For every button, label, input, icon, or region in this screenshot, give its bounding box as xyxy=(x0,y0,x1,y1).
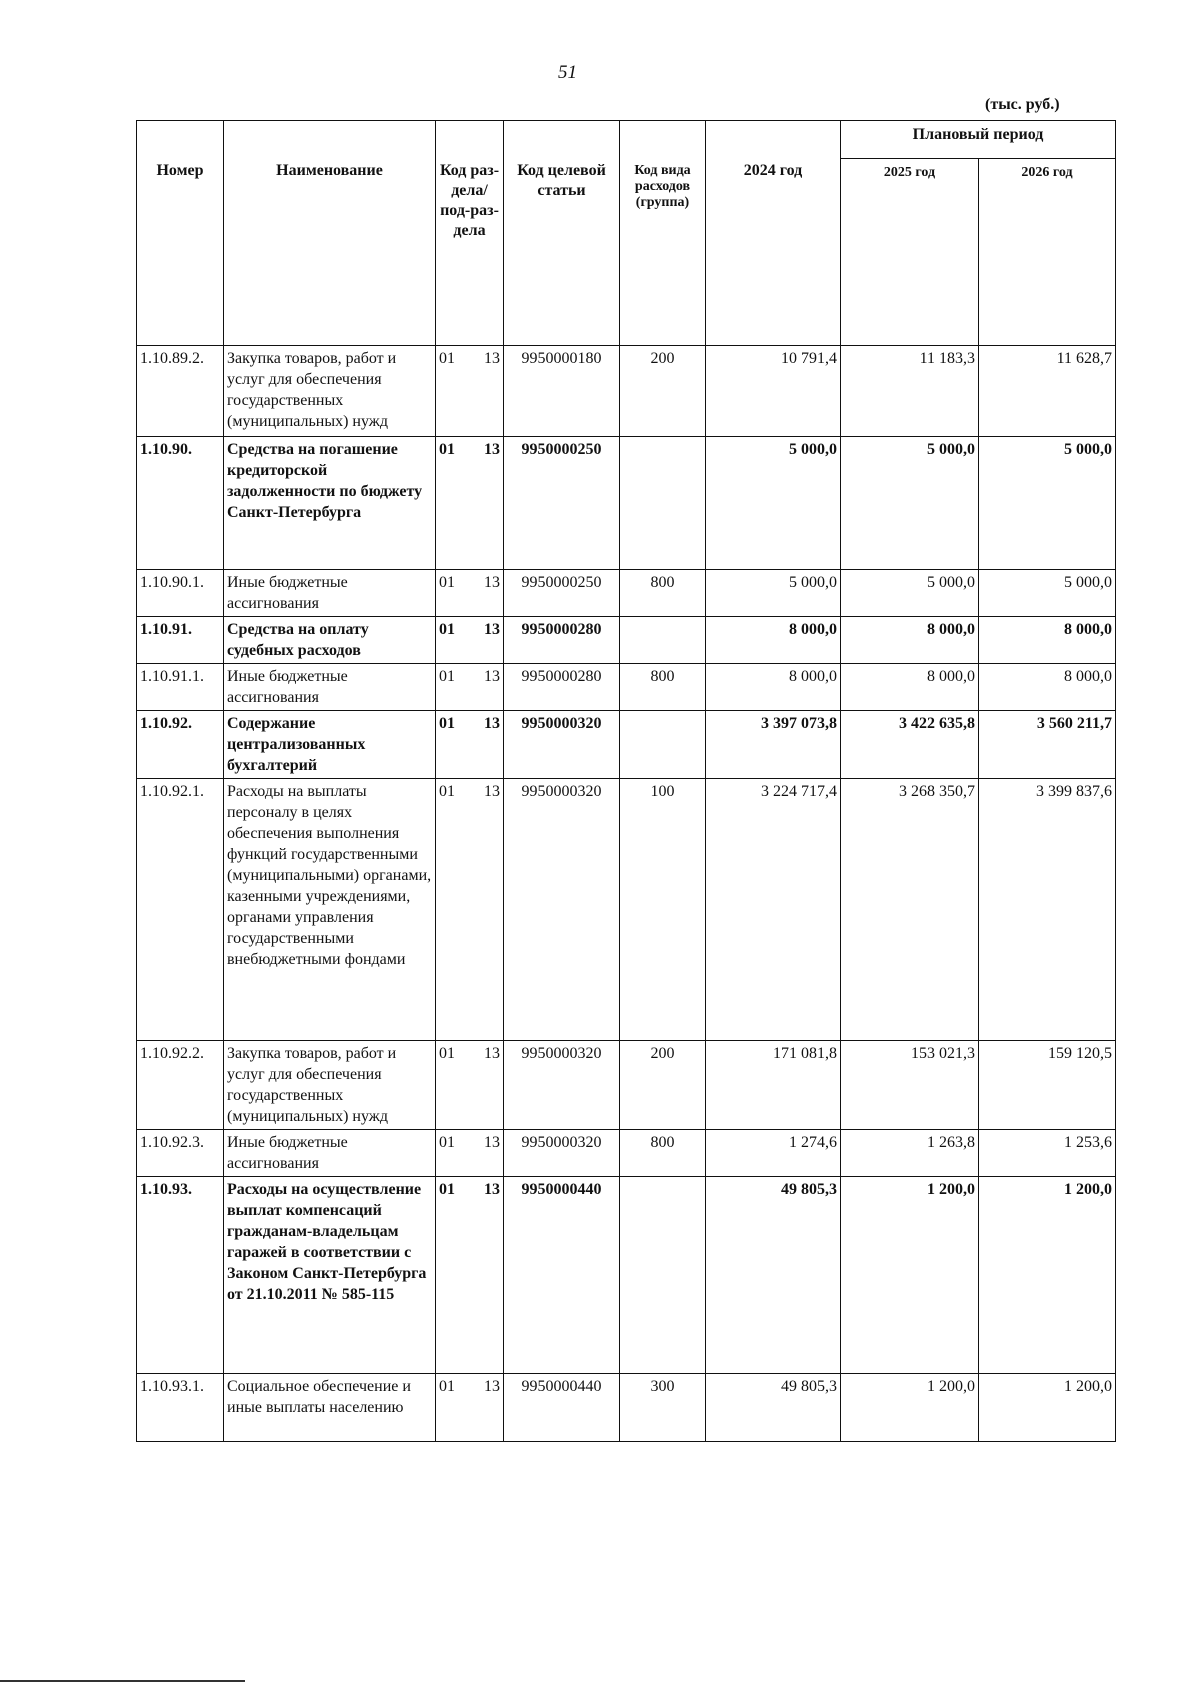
row-number: 1.10.92.2. xyxy=(137,1041,224,1130)
row-2026: 159 120,5 xyxy=(979,1041,1116,1130)
header-expense-type: Код вида расходов (группа) xyxy=(620,121,706,346)
page-number: 51 xyxy=(558,62,577,83)
row-target: 9950000440 xyxy=(504,1374,620,1442)
row-2024: 3 224 717,4 xyxy=(706,779,841,1041)
row-number: 1.10.92. xyxy=(137,711,224,779)
row-2026: 1 253,6 xyxy=(979,1130,1116,1177)
header-section: Код раз-дела/ под-раз-дела xyxy=(436,121,504,346)
subsection-code: 13 xyxy=(484,715,500,732)
subsection-code: 13 xyxy=(484,350,500,367)
row-2025: 8 000,0 xyxy=(841,664,979,711)
section-code: 01 xyxy=(439,1378,455,1395)
row-type: 200 xyxy=(620,346,706,437)
row-section xyxy=(436,779,504,1041)
subsection-code: 13 xyxy=(484,1045,500,1062)
row-2024: 5 000,0 xyxy=(706,570,841,617)
subsection-code: 13 xyxy=(484,1378,500,1395)
row-section xyxy=(436,1041,504,1130)
section-code: 01 xyxy=(439,668,455,685)
row-2024: 3 397 073,8 xyxy=(706,711,841,779)
row-type xyxy=(620,437,706,570)
section-code: 01 xyxy=(439,350,455,367)
row-number: 1.10.91.1. xyxy=(137,664,224,711)
row-target: 9950000250 xyxy=(504,437,620,570)
header-year-2025: 2025 год xyxy=(841,159,979,346)
subsection-code: 13 xyxy=(484,1181,500,1198)
row-2024: 171 081,8 xyxy=(706,1041,841,1130)
row-number: 1.10.93.1. xyxy=(137,1374,224,1442)
row-2025: 1 200,0 xyxy=(841,1177,979,1374)
row-type: 100 xyxy=(620,779,706,1041)
table-row xyxy=(137,346,1116,437)
row-number: 1.10.91. xyxy=(137,617,224,664)
row-target: 9950000320 xyxy=(504,1130,620,1177)
row-2024: 8 000,0 xyxy=(706,617,841,664)
row-name: Иные бюджетные ассигнования xyxy=(224,570,436,617)
section-code: 01 xyxy=(439,621,455,638)
row-2024: 5 000,0 xyxy=(706,437,841,570)
table-row xyxy=(137,1374,1116,1442)
row-2025: 1 263,8 xyxy=(841,1130,979,1177)
row-target: 9950000250 xyxy=(504,570,620,617)
row-target: 9950000320 xyxy=(504,1041,620,1130)
row-type xyxy=(620,1177,706,1374)
row-name: Расходы на осуществление выплат компенсаций гражданам-владельцам гаражей в соответствии с Законом Санкт-Петербурга от 21.10.2011 № 585-115 xyxy=(224,1177,436,1374)
row-target: 9950000180 xyxy=(504,346,620,437)
row-type: 800 xyxy=(620,1130,706,1177)
row-2025: 153 021,3 xyxy=(841,1041,979,1130)
table-row xyxy=(137,1177,1116,1374)
row-2025: 5 000,0 xyxy=(841,437,979,570)
row-2025: 3 268 350,7 xyxy=(841,779,979,1041)
row-2026: 5 000,0 xyxy=(979,570,1116,617)
row-2024: 49 805,3 xyxy=(706,1177,841,1374)
row-2026: 3 399 837,6 xyxy=(979,779,1116,1041)
row-section xyxy=(436,570,504,617)
row-type xyxy=(620,617,706,664)
row-name: Закупка товаров, работ и услуг для обеспечения государственных (муниципальных) нужд xyxy=(224,346,436,437)
table-row xyxy=(137,779,1116,1041)
subsection-code: 13 xyxy=(484,441,500,458)
subsection-code: 13 xyxy=(484,1134,500,1151)
row-2026: 8 000,0 xyxy=(979,617,1116,664)
row-name: Средства на погашение кредиторской задолженности по бюджету Санкт-Петербурга xyxy=(224,437,436,570)
section-code: 01 xyxy=(439,574,455,591)
subsection-code: 13 xyxy=(484,574,500,591)
row-type: 300 xyxy=(620,1374,706,1442)
subsection-code: 13 xyxy=(484,621,500,638)
table-row xyxy=(137,437,1116,570)
row-section xyxy=(436,437,504,570)
table-row xyxy=(137,711,1116,779)
row-2026: 1 200,0 xyxy=(979,1177,1116,1374)
row-section xyxy=(436,1130,504,1177)
row-2025: 5 000,0 xyxy=(841,570,979,617)
row-name: Расходы на выплаты персоналу в целях обеспечения выполнения функций государственными (муниципальными) органами, казенными учреждениями, органами управления государственными внебюджетными фондами xyxy=(224,779,436,1041)
section-code: 01 xyxy=(439,783,455,800)
row-section xyxy=(436,346,504,437)
section-code: 01 xyxy=(439,1181,455,1198)
row-2026: 11 628,7 xyxy=(979,346,1116,437)
header-number: Номер xyxy=(137,121,224,346)
subsection-code: 13 xyxy=(484,783,500,800)
row-target: 9950000280 xyxy=(504,664,620,711)
section-code: 01 xyxy=(439,715,455,732)
row-2026: 8 000,0 xyxy=(979,664,1116,711)
header-year-2024: 2024 год xyxy=(706,121,841,346)
row-name: Социальное обеспечение и иные выплаты населению xyxy=(224,1374,436,1442)
row-2026: 3 560 211,7 xyxy=(979,711,1116,779)
row-2024: 49 805,3 xyxy=(706,1374,841,1442)
subsection-code: 13 xyxy=(484,668,500,685)
row-section xyxy=(436,1177,504,1374)
row-type: 800 xyxy=(620,664,706,711)
row-2025: 8 000,0 xyxy=(841,617,979,664)
row-target: 9950000280 xyxy=(504,617,620,664)
budget-table xyxy=(136,120,1116,1442)
section-code: 01 xyxy=(439,1134,455,1151)
row-number: 1.10.90.1. xyxy=(137,570,224,617)
table-row xyxy=(137,1041,1116,1130)
section-code: 01 xyxy=(439,1045,455,1062)
row-name: Иные бюджетные ассигнования xyxy=(224,664,436,711)
row-2024: 10 791,4 xyxy=(706,346,841,437)
row-name: Содержание централизованных бухгалтерий xyxy=(224,711,436,779)
row-section xyxy=(436,1374,504,1442)
header-target: Код целевой статьи xyxy=(504,121,620,346)
row-type: 800 xyxy=(620,570,706,617)
row-2025: 11 183,3 xyxy=(841,346,979,437)
row-name: Средства на оплату судебных расходов xyxy=(224,617,436,664)
row-number: 1.10.93. xyxy=(137,1177,224,1374)
row-number: 1.10.90. xyxy=(137,437,224,570)
row-2026: 1 200,0 xyxy=(979,1374,1116,1442)
row-target: 9950000320 xyxy=(504,711,620,779)
row-type: 200 xyxy=(620,1041,706,1130)
row-2026: 5 000,0 xyxy=(979,437,1116,570)
table-row xyxy=(137,1130,1116,1177)
row-section xyxy=(436,664,504,711)
row-name: Иные бюджетные ассигнования xyxy=(224,1130,436,1177)
row-section xyxy=(436,711,504,779)
header-name: Наименование xyxy=(224,121,436,346)
row-number: 1.10.89.2. xyxy=(137,346,224,437)
row-2025: 1 200,0 xyxy=(841,1374,979,1442)
row-2025: 3 422 635,8 xyxy=(841,711,979,779)
row-number: 1.10.92.3. xyxy=(137,1130,224,1177)
row-section xyxy=(436,617,504,664)
row-name: Закупка товаров, работ и услуг для обеспечения государственных (муниципальных) нужд xyxy=(224,1041,436,1130)
table-row xyxy=(137,617,1116,664)
units-label: (тыс. руб.) xyxy=(985,96,1060,113)
table-row xyxy=(137,664,1116,711)
row-target: 9950000440 xyxy=(504,1177,620,1374)
table-row xyxy=(137,570,1116,617)
header-year-2026: 2026 год xyxy=(979,159,1116,346)
row-type xyxy=(620,711,706,779)
row-number: 1.10.92.1. xyxy=(137,779,224,1041)
row-target: 9950000320 xyxy=(504,779,620,1041)
row-2024: 1 274,6 xyxy=(706,1130,841,1177)
section-code: 01 xyxy=(439,441,455,458)
row-2024: 8 000,0 xyxy=(706,664,841,711)
scan-edge-line xyxy=(0,1680,245,1682)
header-plan-period: Плановый период xyxy=(841,121,1116,159)
